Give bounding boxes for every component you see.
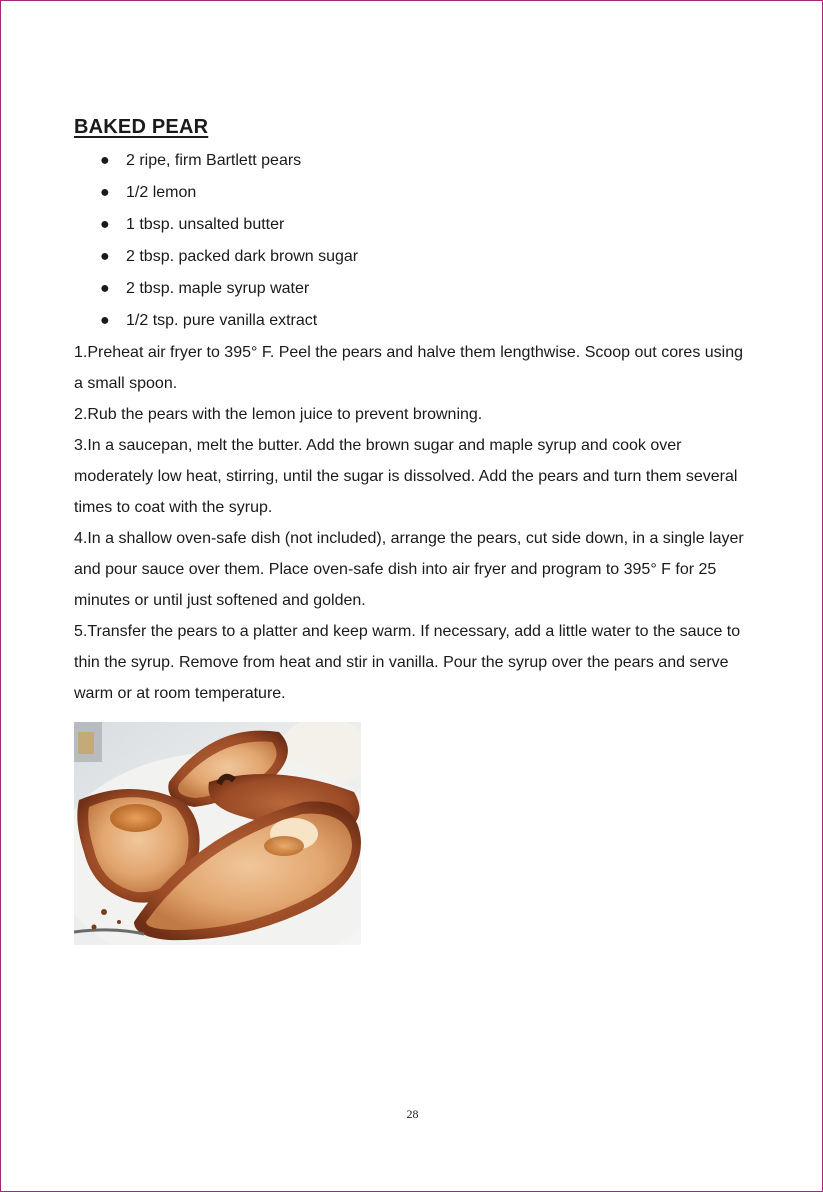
ingredient-item <box>74 209 754 241</box>
ingredient-text: 1/2 lemon <box>126 184 197 201</box>
ingredient-text: 2 tbsp. packed dark brown sugar <box>126 248 359 265</box>
ingredient-item <box>74 305 754 337</box>
bullet-icon: ● <box>100 216 110 233</box>
instruction-step: 2.Rub the pears with the lemon juice to prevent browning. <box>74 406 483 423</box>
instruction-steps <box>74 337 754 709</box>
instruction-step: 1.Preheat air fryer to 395° F. Peel the pears and halve them lengthwise. Scoop out cores using a small spoon. <box>74 344 744 392</box>
bullet-icon: ● <box>100 312 110 329</box>
page-number: 28 <box>406 1107 419 1121</box>
bullet-icon: ● <box>100 280 110 297</box>
ingredient-item <box>74 177 754 209</box>
ingredient-item <box>74 145 754 177</box>
instruction-step: 5.Transfer the pears to a platter and keep warm. If necessary, add a little water to the sauce to thin the syrup. Remove from heat and stir in vanilla. Pour the syrup over the pears and serve warm or at room temperature. <box>74 623 741 702</box>
ingredient-text: 2 tbsp. maple syrup water <box>126 280 310 297</box>
instruction-step: 4.In a shallow oven-safe dish (not included), arrange the pears, cut side down, in a single layer and pour sauce over them. Place oven-safe dish into air fryer and program to 395° F for 25 minutes or until just softened and golden. <box>74 530 744 609</box>
recipe-content <box>74 113 754 709</box>
ingredient-item <box>74 241 754 273</box>
ingredient-list <box>74 145 754 337</box>
recipe-title: BAKED PEAR <box>74 116 209 138</box>
bullet-icon: ● <box>100 248 110 265</box>
baked-pear-photo <box>74 722 361 945</box>
ingredient-text: 2 ripe, firm Bartlett pears <box>126 152 302 169</box>
bullet-icon: ● <box>100 152 110 169</box>
ingredient-text: 1/2 tsp. pure vanilla extract <box>126 312 318 329</box>
ingredient-item <box>74 273 754 305</box>
bullet-icon: ● <box>100 184 110 201</box>
instruction-step: 3.In a saucepan, melt the butter. Add the brown sugar and maple syrup and cook over moderately low heat, stirring, until the sugar is dissolved. Add the pears and turn them several times to coat with the syrup. <box>74 437 738 516</box>
ingredient-text: 1 tbsp. unsalted butter <box>126 216 285 233</box>
